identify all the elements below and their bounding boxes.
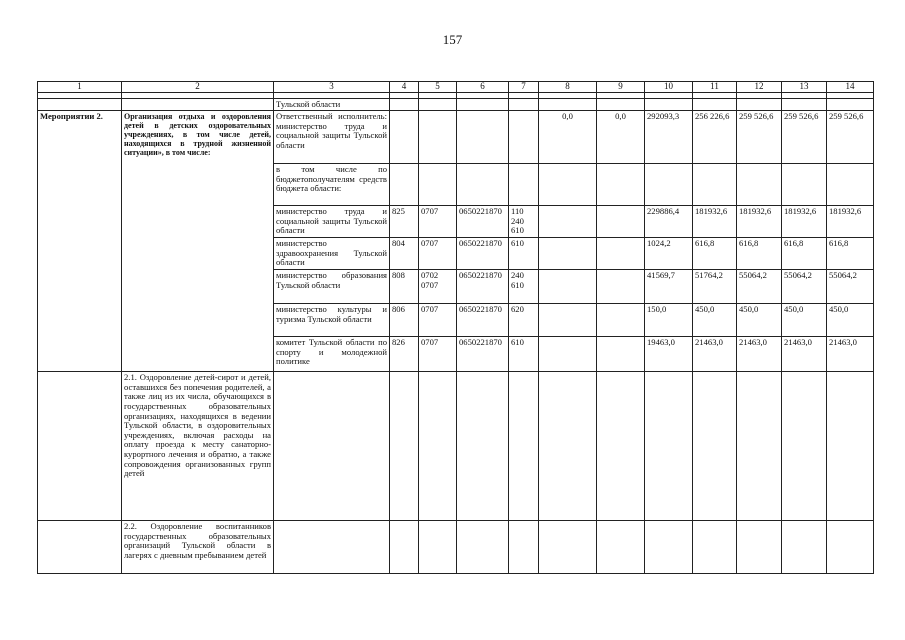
header-cell: 11 [693, 82, 737, 93]
value-cell: 620 [509, 304, 539, 337]
value-cell: 0650221870 [457, 270, 509, 304]
value-cell: 1024,2 [645, 238, 693, 270]
header-cell: 9 [597, 82, 645, 93]
value-cell: 21463,0 [693, 337, 737, 372]
value-cell: 0707 [419, 304, 457, 337]
value-cell: 55064,2 [782, 270, 827, 304]
value-cell: 110 240 610 [509, 206, 539, 238]
value-cell: 0707 [419, 238, 457, 270]
value-cell: 259 526,6 [827, 111, 874, 164]
table-row [38, 98, 874, 111]
header-cell: 5 [419, 82, 457, 93]
header-cell: 2 [122, 82, 274, 93]
header-cell: 3 [274, 82, 390, 93]
recipient-name: министерство труда и социальной защиты Тульской области [274, 206, 390, 238]
value-cell: 450,0 [737, 304, 782, 337]
recipient-name: министерство здравоохранения Тульской области [274, 238, 390, 270]
value-cell: 0702 0707 [419, 270, 457, 304]
value-cell: 0650221870 [457, 337, 509, 372]
header-cell: 6 [457, 82, 509, 93]
header-cell: 12 [737, 82, 782, 93]
recipients-label: в том числе по бюджетополучателям средств бюджета области: [274, 164, 390, 206]
value-cell: 259 526,6 [737, 111, 782, 164]
value-cell: 21463,0 [737, 337, 782, 372]
value-cell: 259 526,6 [782, 111, 827, 164]
value-cell: 616,8 [737, 238, 782, 270]
header-cell: 14 [827, 82, 874, 93]
sub-item-2-2: 2.2. Оздоровление воспитанников государственных образовательных организаций Тульской области в лагерях с дневным пребыванием детей [122, 521, 274, 574]
value-cell: 229886,4 [645, 206, 693, 238]
value-cell: 0707 [419, 206, 457, 238]
page-number: 157 [442, 32, 463, 47]
value-cell: 41569,7 [645, 270, 693, 304]
responsible-executor: Ответственный исполнитель: министерство труда и социальной защиты Тульской области [274, 111, 390, 164]
region-continuation-cell: Тульской области [274, 98, 390, 111]
recipient-name: министерство образования Тульской области [274, 270, 390, 304]
value-cell: 21463,0 [827, 337, 874, 372]
value-cell: 0,0 [539, 111, 597, 164]
value-cell: 450,0 [693, 304, 737, 337]
program-table [37, 81, 874, 574]
value-cell: 51764,2 [693, 270, 737, 304]
value-cell: 0650221870 [457, 304, 509, 337]
sub-item-row [38, 372, 874, 521]
value-cell: 610 [509, 238, 539, 270]
value-cell: 825 [390, 206, 419, 238]
value-cell: 181932,6 [737, 206, 782, 238]
value-cell: 0,0 [597, 111, 645, 164]
value-cell: 0650221870 [457, 238, 509, 270]
header-cell: 10 [645, 82, 693, 93]
value-cell: 450,0 [827, 304, 874, 337]
value-cell: 256 226,6 [693, 111, 737, 164]
sub-item-row [38, 521, 874, 574]
value-cell: 616,8 [782, 238, 827, 270]
header-cell: 8 [539, 82, 597, 93]
value-cell: 150,0 [645, 304, 693, 337]
value-cell: 181932,6 [827, 206, 874, 238]
header-cell: 7 [509, 82, 539, 93]
value-cell: 806 [390, 304, 419, 337]
value-cell: 450,0 [782, 304, 827, 337]
value-cell: 19463,0 [645, 337, 693, 372]
value-cell: 292093,3 [645, 111, 693, 164]
header-cell: 13 [782, 82, 827, 93]
value-cell: 616,8 [693, 238, 737, 270]
value-cell: 804 [390, 238, 419, 270]
header-cell: 1 [38, 82, 122, 93]
value-cell: 0650221870 [457, 206, 509, 238]
event-description: Организация отдыха и оздоровления детей в детских оздоровательных учреждениях, в том числе детей, находящихся в трудной жизненной ситуации», в том числе: [122, 111, 274, 372]
value-cell: 610 [509, 337, 539, 372]
value-cell: 21463,0 [782, 337, 827, 372]
value-cell: 826 [390, 337, 419, 372]
sub-item-2-1: 2.1. Оздоровление детей-сирот и детей, оставшихся без попечения родителей, а также лиц из их числа, обучающихся в государственных образовательных организациях, находящихся в ведении Тульской области, в оздоровительных учреждениях, включая расходы на оплату проезда к месту санаторно-курортного лечения и обратно, а также сопровождения организованных групп детей [122, 372, 274, 521]
responsible-row [38, 111, 874, 164]
value-cell: 181932,6 [693, 206, 737, 238]
value-cell: 55064,2 [827, 270, 874, 304]
recipient-name: министерство культуры и туризма Тульской области [274, 304, 390, 337]
event-label: Мероприятии 2. [38, 111, 122, 372]
value-cell: 240 610 [509, 270, 539, 304]
recipient-name: комитет Тульской области по спорту и молодежной политике [274, 337, 390, 372]
header-row [38, 82, 874, 93]
header-cell: 4 [390, 82, 419, 93]
value-cell: 181932,6 [782, 206, 827, 238]
value-cell: 0707 [419, 337, 457, 372]
value-cell: 616,8 [827, 238, 874, 270]
value-cell: 55064,2 [737, 270, 782, 304]
value-cell: 808 [390, 270, 419, 304]
